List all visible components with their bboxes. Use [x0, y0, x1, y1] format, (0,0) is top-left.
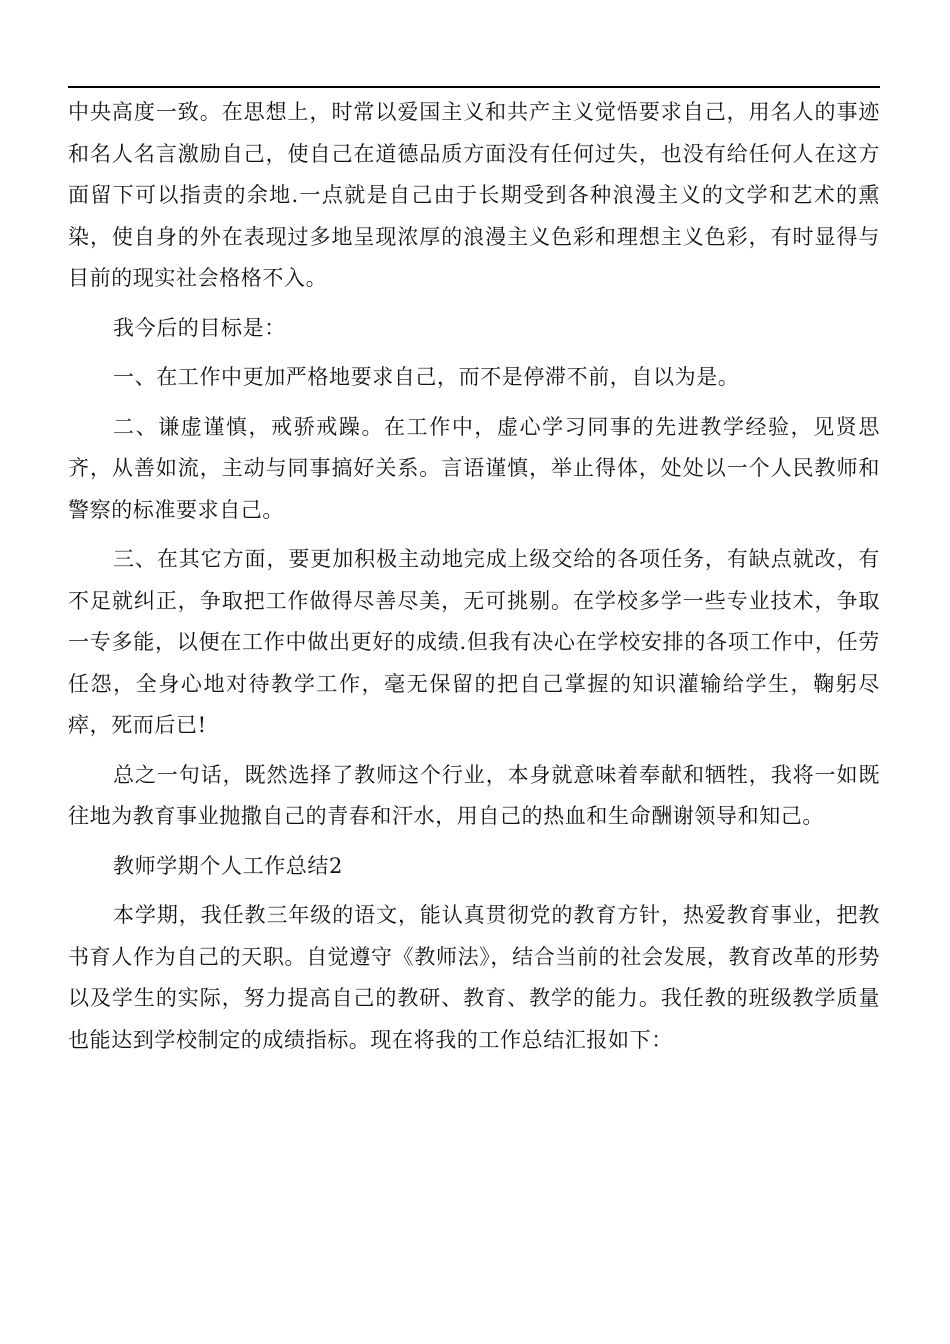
section-heading: 教师学期个人工作总结2 [113, 853, 343, 878]
paragraph-goal-three: 三、在其它方面，要更加积极主动地完成上级交给的各项任务，有缺点就改，有不足就纠正，争取把工作做得尽善尽美，无可挑剔。在学校多学一些专业技术，争取一专多能，以便在工作中做出更好的成绩.但我有决心在学校安排的各项工作中，任劳任怨，全身心地对待教学工作，毫无保留的把自己掌握的知识灌输给学生，鞠躬尽瘁，死而后已! [68, 547, 880, 737]
paragraph-intro-summary: 本学期，我任教三年级的语文，能认真贯彻党的教育方针，热爱教育事业，把教书育人作为自己的天职。自觉遵守《教师法》，结合当前的社会发展，教育改革的形势以及学生的实际，努力提高自己的教研、教育、教学的能力。我任教的班级教学质量也能达到学校制定的成绩指标。现在将我的工作总结汇报如下： [68, 903, 880, 1052]
paragraph-goals-intro: 我今后的目标是： [113, 315, 286, 340]
paragraph-goal-two: 二、谦虚谨慎，戒骄戒躁。在工作中，虚心学习同事的先进教学经验，见贤思齐，从善如流，主动与同事搞好关系。言语谨慎，举止得体，处处以一个人民教师和警察的标准要求自己。 [68, 414, 880, 522]
header-rule [68, 86, 880, 88]
document-body [68, 92, 880, 1061]
paragraph-continuation: 中央高度一致。在思想上，时常以爱国主义和共产主义觉悟要求自己，用名人的事迹和名人名言激励自己，使自己在道德品质方面没有任何过失，也没有给任何人在这方面留下可以指责的余地.一点就是自己由于长期受到各种浪漫主义的文学和艺术的熏染，使自身的外在表现过多地呈现浓厚的浪漫主义色彩和理想主义色彩，有时显得与目前的现实社会格格不入。 [68, 100, 880, 290]
paragraph-conclusion: 总之一句话，既然选择了教师这个行业，本身就意味着奉献和牺牲，我将一如既往地为教育事业抛撒自己的青春和汗水，用自己的热血和生命酬谢领导和知己。 [68, 762, 880, 828]
paragraph-goal-one: 一、在工作中更加严格地要求自己，而不是停滞不前，自以为是。 [113, 365, 740, 389]
